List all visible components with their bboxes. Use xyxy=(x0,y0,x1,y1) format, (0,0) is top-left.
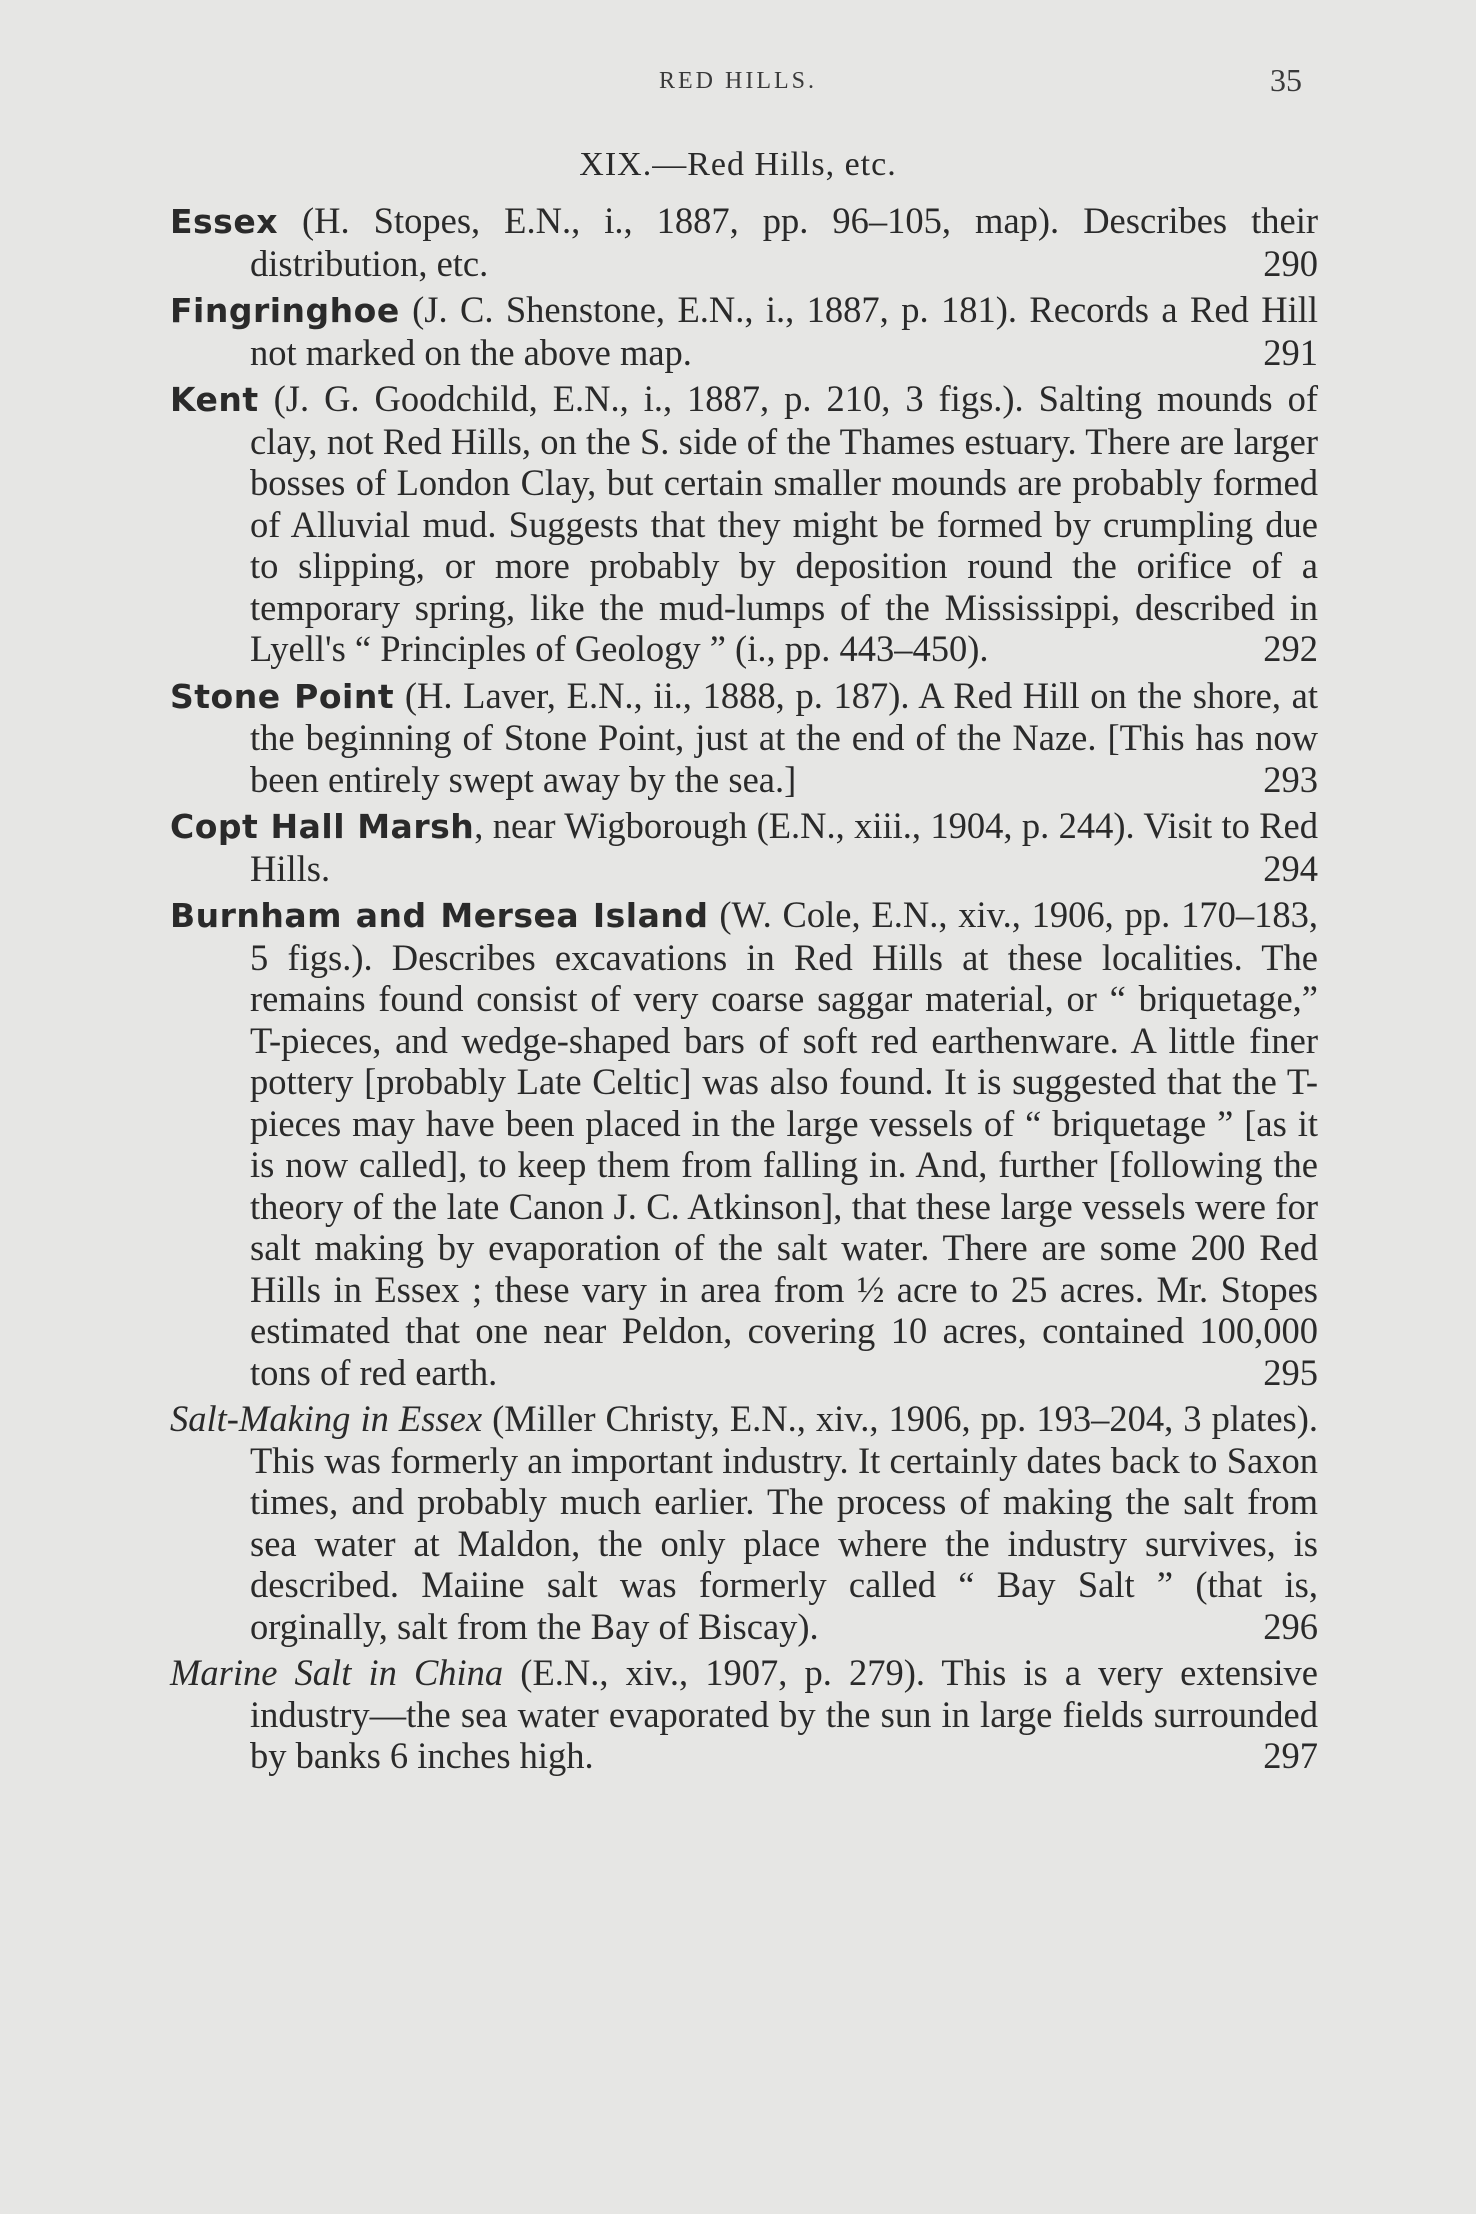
entry-heading: Copt Hall Marsh xyxy=(170,807,475,846)
section-title: XIX.—Red Hills, etc. xyxy=(579,146,897,183)
entry-290 xyxy=(170,200,1318,284)
entry-heading: Stone Point xyxy=(170,676,395,716)
entry-295 xyxy=(170,894,1318,1393)
entry-heading: Salt-Making in Essex xyxy=(170,1398,483,1439)
entry-text: , near Wigborough (E.N., xiii., 1904, p. 244). Visit to Red Hills. xyxy=(250,805,1319,889)
entry-heading: Kent xyxy=(170,380,259,419)
entry-heading: Essex xyxy=(170,202,278,241)
bibliography-entries xyxy=(170,200,1318,1782)
entry-text: (H. Laver, E.N., ii., 1888, p. 187). A Red Hill on the shore, at the beginning of Stone Point, just at the end of the Naze. [This has now been entirely swept away by the sea.] xyxy=(250,674,1319,800)
entry-text: (W. Cole, E.N., xiv., 1906, pp. 170–183, 5 figs.). Describes excavations in Red Hills at these localities. The remains found consist of very coarse saggar material, or “ briquetage,” T-pieces, and wedge-shaped bars of soft red earthenware. A little finer pottery [probably Late Celtic] was also found. It is suggested that the T-pieces may have been placed in the large vessels of “ briquetage ” [as it is now called], to keep them from falling in. And, further [following the theory of the late Canon J. C. Atkinson], that these large vessels were for salt making by evaporation of the salt water. There are some 200 Red Hills in Essex ; these vary in area from ½ acre to 25 acres. Mr. Stopes estimated that one near Peldon, covering 10 acres, contained 100,000 tons of red earth. xyxy=(250,894,1318,1393)
entry-text: (J. C. Shenstone, E.N., i., 1887, p. 181). Records a Red Hill not marked on the above map. xyxy=(250,289,1318,373)
entry-text: (J. G. Goodchild, E.N., i., 1887, p. 210, 3 figs.). Salting mounds of clay, not Red Hills, on the S. side of the Thames estuary. There are larger bosses of London Clay, but certain smaller mounds are probably formed of Alluvial mud. Suggests that they might be formed by crumpling due to slipping, or more probably by deposition round the orifice of a temporary spring, like the mud-lumps of the Mississippi, described in Lyell's “ Principles of Geology ” (i., pp. 443–450). xyxy=(250,378,1318,669)
entry-296 xyxy=(170,1398,1318,1647)
entry-text: (E.N., xiv., 1907, p. 279). This is a very extensive industry—the sea water evaporated by the sun in large fields surrounded by banks 6 inches high. xyxy=(250,1652,1318,1776)
entry-heading: Marine Salt in China xyxy=(170,1652,504,1693)
entry-number: 293 xyxy=(1263,758,1318,800)
entry-number: 297 xyxy=(1263,1735,1318,1776)
page-number: 35 xyxy=(1270,62,1302,98)
entry-293 xyxy=(170,675,1318,801)
entry-number: 295 xyxy=(1263,1351,1318,1393)
entry-heading: Burnham and Mersea Island xyxy=(170,896,709,935)
entry-number: 290 xyxy=(1263,242,1318,284)
running-head: RED HILLS. xyxy=(659,68,817,94)
entry-297 xyxy=(170,1652,1318,1777)
entry-292 xyxy=(170,378,1318,670)
entry-text: (Miller Christy, E.N., xiv., 1906, pp. 193–204, 3 plates). This was formerly an important industry. It certainly dates back to Saxon times, and probably much earlier. The process of making the salt from sea water at Maldon, the only place where the industry survives, is described. Maiine salt was formerly called “ Bay Salt ” (that is, orginally, salt from the Bay of Biscay). xyxy=(250,1398,1318,1647)
entry-number: 294 xyxy=(1263,847,1318,889)
entry-number: 292 xyxy=(1263,628,1318,669)
entry-number: 291 xyxy=(1263,331,1318,373)
entry-number: 296 xyxy=(1263,1605,1318,1647)
entry-294 xyxy=(170,805,1318,889)
entry-291 xyxy=(170,289,1318,373)
entry-text: (H. Stopes, E.N., i., 1887, pp. 96–105, map). Describes their distribution, etc. xyxy=(250,200,1319,284)
entry-heading: Fingringhoe xyxy=(170,291,400,330)
